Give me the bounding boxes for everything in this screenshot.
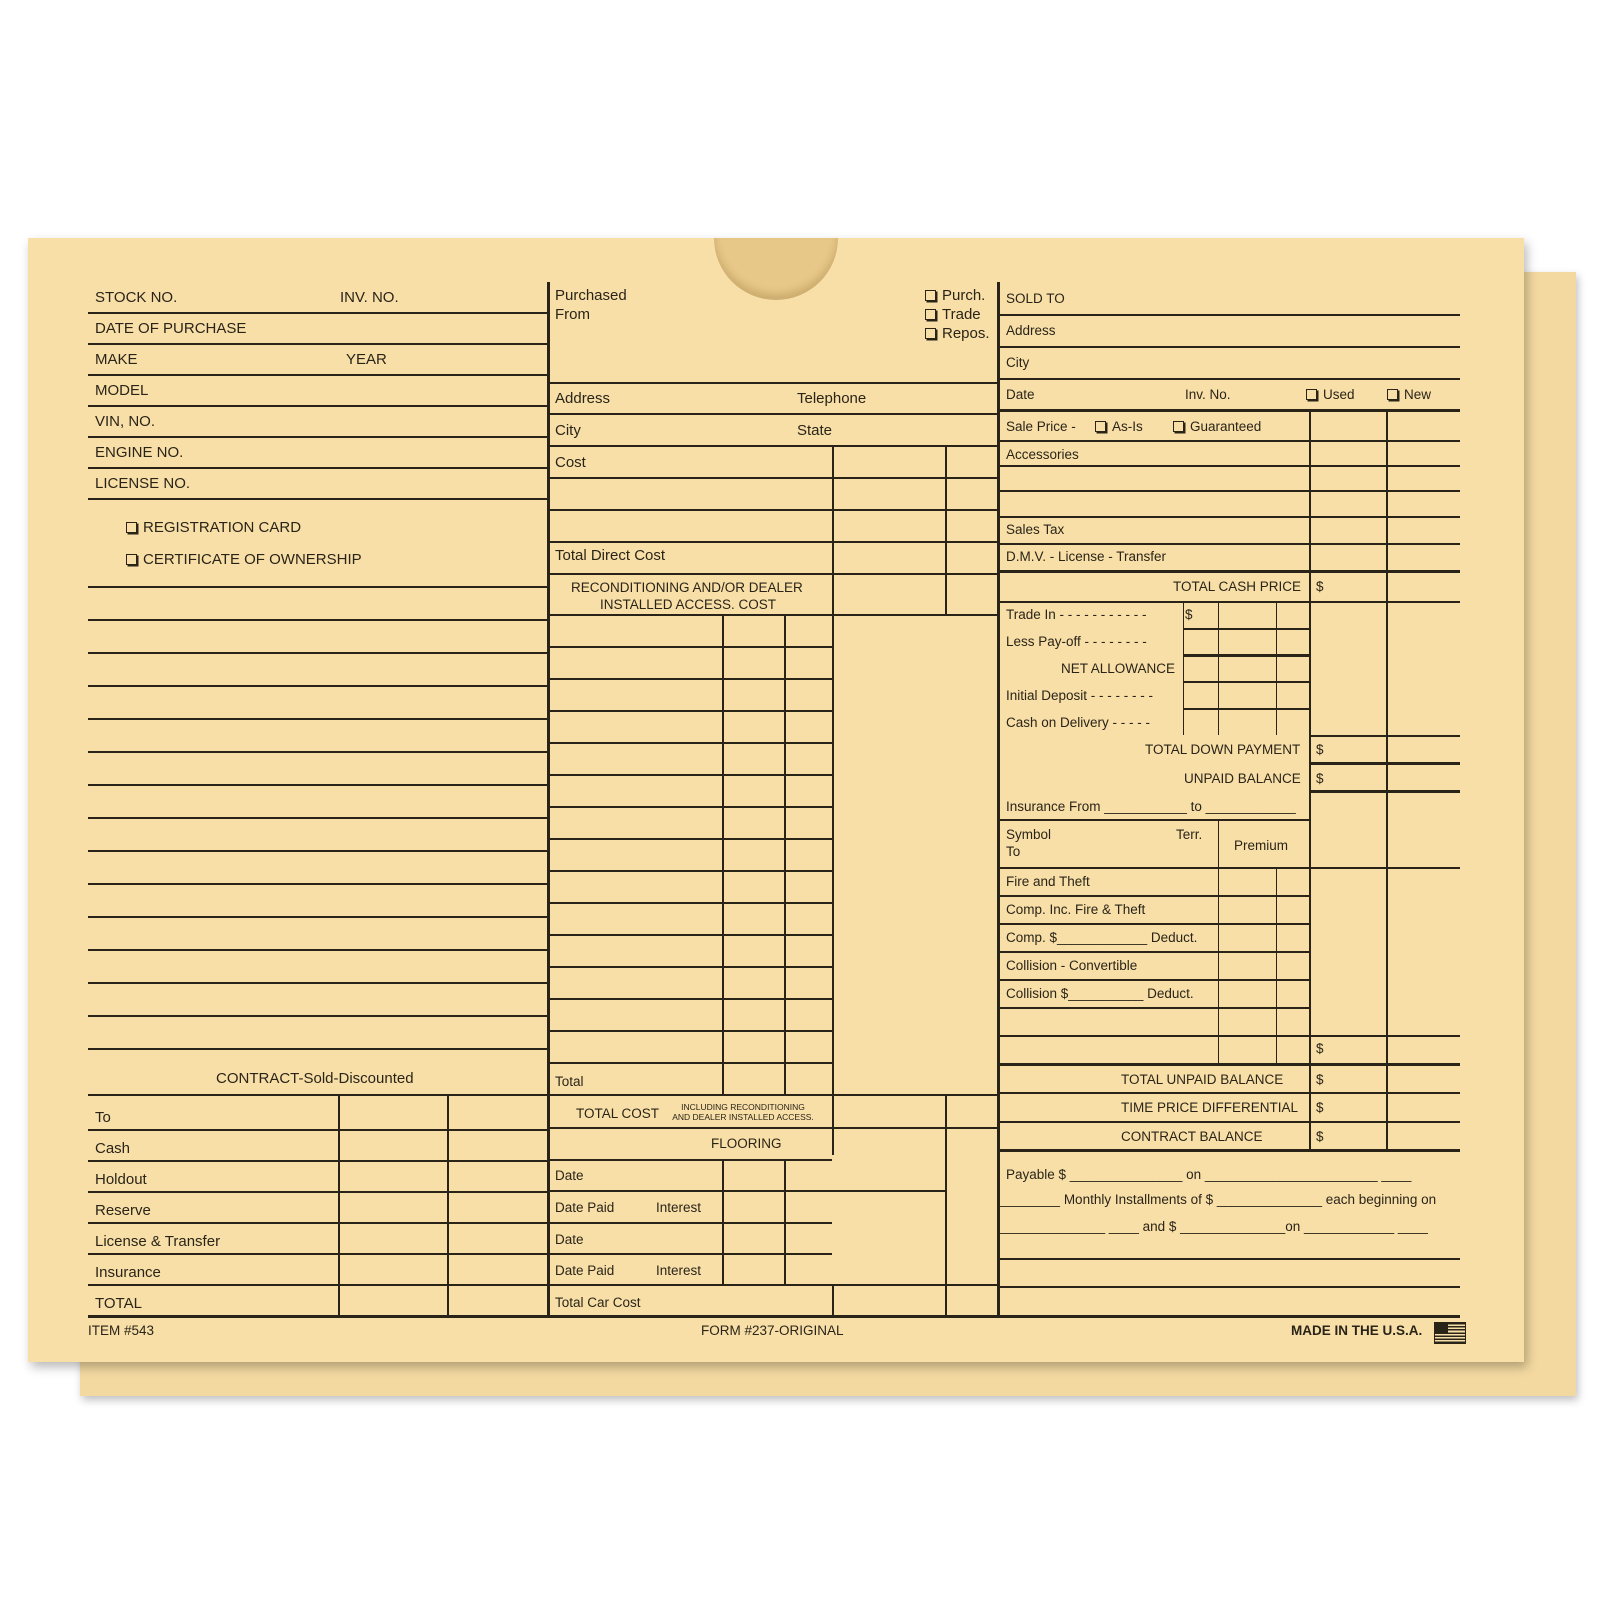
date-of-purchase-label: DATE OF PURCHASE (95, 320, 247, 337)
section-divider-right (997, 282, 1000, 1317)
blank-line (88, 784, 547, 786)
premium-label: Premium (1234, 838, 1289, 853)
contract-balance-label: CONTRACT BALANCE (1121, 1129, 1263, 1144)
rule-thick (997, 570, 1460, 573)
certificate-of-ownership-label: CERTIFICATE OF OWNERSHIP (143, 551, 362, 568)
blank-line (88, 949, 547, 951)
total-unpaid-balance-dollar: $ (1316, 1072, 1324, 1087)
rule (1183, 628, 1309, 630)
city-label: City (555, 422, 581, 439)
rule (88, 374, 547, 376)
cost-label: Cost (555, 454, 586, 471)
total-down-payment-dollar: $ (1316, 742, 1324, 757)
rule (88, 312, 547, 314)
contract-title: CONTRACT-Sold-Discounted (216, 1070, 414, 1087)
recon-label-line2: INSTALLED ACCESS. COST (600, 597, 777, 612)
trade-in-dollar: $ (1185, 607, 1193, 622)
rule (997, 490, 1460, 492)
blank-line (88, 850, 547, 852)
license-no-label: LICENSE NO. (95, 475, 191, 492)
comp-deduct-label: Comp. $____________ Deduct. (1006, 930, 1198, 945)
inv-no-label: Inv. No. (1185, 387, 1231, 402)
rule (88, 405, 547, 407)
rule (547, 509, 997, 511)
flooring-date-paid-1: Date Paid (555, 1200, 615, 1215)
trade-checkbox[interactable] (925, 307, 981, 322)
year-label: YEAR (346, 351, 387, 368)
rule (1183, 708, 1309, 710)
guaranteed-checkbox[interactable] (1173, 420, 1261, 434)
state-label: State (797, 422, 833, 439)
blank-line (88, 586, 547, 588)
rule (997, 1121, 1460, 1123)
blank-line (88, 619, 547, 621)
rule (997, 601, 1460, 603)
blank-line (88, 652, 547, 654)
purchased-label: Purchased (555, 287, 627, 304)
column-divider (945, 1094, 947, 1315)
total-down-payment-label: TOTAL DOWN PAYMENT (1145, 742, 1301, 757)
rule (547, 413, 997, 415)
contract-row-cash: Cash (95, 1140, 131, 1157)
column-divider (1276, 601, 1277, 735)
grid-line (547, 998, 832, 1000)
new-checkbox[interactable] (1387, 388, 1431, 402)
rule-thick (1309, 762, 1460, 765)
and-line: ______________ ____ and $ ______________on ____________ ____ (1000, 1219, 1428, 1234)
rule-thick (997, 1149, 1460, 1152)
terr-label: Terr. (1176, 827, 1203, 842)
address-label: Address (555, 390, 611, 407)
rule (997, 440, 1460, 442)
rule (1183, 681, 1309, 683)
column-divider (1218, 601, 1219, 735)
flooring-interest-2: Interest (656, 1263, 702, 1278)
rule (997, 951, 1309, 953)
grid-line (547, 774, 832, 776)
rule (547, 573, 997, 575)
grid-line (547, 966, 832, 968)
used-checkbox[interactable] (1306, 388, 1355, 402)
column-divider (1309, 409, 1311, 1150)
rule (547, 1159, 832, 1161)
rule (88, 467, 547, 469)
rule (997, 516, 1460, 518)
registration-card-label: REGISTRATION CARD (143, 519, 302, 536)
rule (88, 498, 547, 500)
rule (997, 1286, 1460, 1288)
rule (997, 1007, 1309, 1009)
as-is-checkbox[interactable] (1095, 420, 1143, 434)
blank-line (88, 883, 547, 885)
flooring-date-1: Date (555, 1168, 584, 1183)
rule (997, 1258, 1460, 1260)
bottom-border (88, 1315, 1460, 1318)
blank-line (88, 916, 547, 918)
column-divider (1276, 867, 1277, 1063)
rule (547, 1222, 832, 1224)
rule-thick (1309, 790, 1460, 793)
unpaid-balance-label: UNPAID BALANCE (1184, 771, 1301, 786)
flooring-date-paid-2: Date Paid (555, 1263, 615, 1278)
rule (88, 1284, 547, 1286)
symbol-label: Symbol (1006, 827, 1052, 842)
form-number: FORM #237-ORIGINAL (701, 1323, 844, 1338)
rule-thick (997, 1063, 1460, 1066)
net-allowance-label: NET ALLOWANCE (1061, 661, 1176, 676)
grid-line (547, 870, 832, 872)
checkbox-icon (126, 522, 137, 533)
rule-thick (1183, 654, 1309, 657)
rule (997, 895, 1309, 897)
column-divider (338, 1094, 340, 1315)
column-divider (447, 1094, 449, 1315)
item-number: ITEM #543 (88, 1323, 155, 1338)
made-in-usa: MADE IN THE U.S.A. (1291, 1323, 1423, 1338)
rule (997, 346, 1460, 348)
grid-line (547, 838, 832, 840)
total-direct-cost-label: Total Direct Cost (555, 547, 666, 564)
time-price-differential-label: TIME PRICE DIFFERENTIAL (1121, 1100, 1299, 1115)
flooring-interest-1: Interest (656, 1200, 702, 1215)
column-divider (1218, 819, 1219, 1063)
to-label: To (1006, 844, 1021, 859)
time-price-differential-dollar: $ (1316, 1100, 1324, 1115)
rule (997, 314, 1460, 316)
blank-line (88, 817, 547, 819)
comp-fire-theft-label: Comp. Inc. Fire & Theft (1006, 902, 1146, 917)
contract-balance-dollar: $ (1316, 1129, 1324, 1144)
dmv-label: D.M.V. - License - Transfer (1006, 549, 1167, 564)
sale-price-label: Sale Price - (1006, 419, 1076, 434)
contract-row-license-transfer: License & Transfer (95, 1233, 221, 1250)
make-label: MAKE (95, 351, 138, 368)
section-divider-left (547, 282, 550, 1317)
registration-card-checkbox[interactable] (126, 520, 301, 535)
collision-deduct-label: Collision $__________ Deduct. (1006, 986, 1194, 1001)
us-flag-icon (1434, 1322, 1466, 1344)
cash-on-delivery-label: Cash on Delivery - - - - - (1006, 715, 1151, 730)
grid-line (547, 742, 832, 744)
trade-label: Trade (942, 306, 981, 323)
rule (547, 614, 997, 616)
date-label: Date (1006, 387, 1035, 402)
total-unpaid-balance-label: TOTAL UNPAID BALANCE (1121, 1072, 1284, 1087)
repos-label: Repos. (942, 325, 990, 342)
accessories-label: Accessories (1006, 447, 1079, 462)
column-divider (832, 1284, 834, 1315)
blank-line (88, 718, 547, 720)
as-is-label: As-Is (1112, 419, 1143, 434)
repos-checkbox[interactable] (925, 326, 990, 341)
grid-line (547, 902, 832, 904)
rule (997, 1092, 1460, 1094)
payable-line: Payable $ _______________ on _______________________ ____ (1006, 1167, 1412, 1182)
initial-deposit-label: Initial Deposit - - - - - - - - (1006, 688, 1154, 703)
checkbox-icon (1306, 389, 1317, 400)
total-cost-note-line1: INCLUDING RECONDITIONING (681, 1102, 805, 1112)
total-car-cost-label: Total Car Cost (555, 1295, 641, 1310)
checkbox-icon (925, 290, 936, 301)
flooring-date-2: Date (555, 1232, 584, 1247)
rule (547, 1284, 997, 1286)
rule (88, 1253, 547, 1255)
fire-theft-label: Fire and Theft (1006, 874, 1090, 889)
used-label: Used (1323, 387, 1355, 402)
contract-row-to: To (95, 1109, 111, 1126)
purch-label: Purch. (942, 287, 986, 304)
column-divider (1386, 409, 1388, 1150)
rule (997, 923, 1309, 925)
vin-no-label: VIN, NO. (95, 413, 156, 430)
new-label: New (1404, 387, 1432, 402)
insurance-from-label: Insurance From ___________ to ____________ (1006, 799, 1296, 814)
rule (547, 1190, 945, 1192)
rule (997, 979, 1309, 981)
blank-line (88, 1048, 547, 1050)
rule (547, 1253, 832, 1255)
checkbox-icon (925, 328, 936, 339)
rule (88, 1160, 547, 1162)
flooring-label: FLOORING (711, 1136, 782, 1151)
trade-in-label: Trade In - - - - - - - - - - - (1006, 607, 1147, 622)
checkbox-icon (1095, 421, 1106, 432)
grid-line (547, 934, 832, 936)
sales-tax-label: Sales Tax (1006, 522, 1065, 537)
blank-line (88, 982, 547, 984)
rule (88, 436, 547, 438)
rule (547, 477, 997, 479)
total-cash-price-dollar: $ (1316, 579, 1324, 594)
contract-row-insurance: Insurance (95, 1264, 161, 1281)
stock-no-label: STOCK NO. (95, 289, 178, 306)
certificate-of-ownership-checkbox[interactable] (126, 552, 362, 567)
rule (997, 465, 1460, 467)
rule (547, 1094, 997, 1096)
total-cost-label: TOTAL COST (576, 1106, 660, 1121)
insurance-total-dollar: $ (1316, 1041, 1324, 1056)
model-label: MODEL (95, 382, 149, 399)
checkbox-icon (1387, 389, 1398, 400)
telephone-label: Telephone (797, 390, 867, 407)
total-label: Total (555, 1074, 584, 1089)
rule (88, 1191, 547, 1193)
grid-line (547, 678, 832, 680)
contract-row-total: TOTAL (95, 1295, 142, 1312)
blank-line (88, 1015, 547, 1017)
rule (88, 1094, 547, 1096)
rule (997, 1035, 1460, 1037)
rule (88, 1129, 547, 1131)
installments-line: ________ Monthly Installments of $ ______________ each beginning on (1000, 1192, 1437, 1207)
rule (547, 445, 997, 447)
rule (547, 1127, 997, 1129)
contract-row-holdout: Holdout (95, 1171, 147, 1188)
less-payoff-label: Less Pay-off - - - - - - - - (1006, 634, 1147, 649)
address-label: Address (1006, 323, 1056, 338)
rule (997, 378, 1460, 380)
rule (88, 1222, 547, 1224)
column-divider (722, 1159, 724, 1284)
blank-line (88, 751, 547, 753)
column-divider (945, 445, 947, 614)
total-cost-note-line2: AND DEALER INSTALLED ACCESS. (672, 1112, 814, 1122)
engine-no-label: ENGINE NO. (95, 444, 184, 461)
rule (997, 867, 1460, 869)
column-divider (784, 1159, 786, 1284)
contract-row-reserve: Reserve (95, 1202, 151, 1219)
rule-thick (997, 409, 1460, 412)
rule (997, 819, 1309, 821)
grid-line (547, 806, 832, 808)
column-divider (1183, 601, 1184, 735)
from-label: From (555, 306, 590, 323)
total-cash-price-label: TOTAL CASH PRICE (1173, 579, 1302, 594)
column-divider (784, 614, 786, 1094)
rule (88, 343, 547, 345)
rule (547, 382, 997, 384)
purch-checkbox[interactable] (925, 288, 985, 303)
blank-line (88, 685, 547, 687)
collision-convertible-label: Collision - Convertible (1006, 958, 1138, 973)
checkbox-icon (925, 309, 936, 320)
grid-line (547, 1062, 832, 1064)
column-divider (832, 445, 834, 1155)
unpaid-balance-dollar: $ (1316, 771, 1324, 786)
inv-no-label: INV. NO. (340, 289, 399, 306)
sold-to-label: SOLD TO (1006, 291, 1065, 306)
guaranteed-label: Guaranteed (1190, 419, 1262, 434)
grid-line (547, 1030, 832, 1032)
checkbox-icon (1173, 421, 1184, 432)
city-label: City (1006, 355, 1030, 370)
recon-label-line1: RECONDITIONING AND/OR DEALER (571, 580, 803, 595)
rule (547, 541, 997, 543)
checkbox-icon (126, 554, 137, 565)
grid-line (547, 646, 832, 648)
grid-line (547, 710, 832, 712)
rule (997, 543, 1460, 545)
column-divider (722, 614, 724, 1094)
rule (1309, 735, 1460, 737)
